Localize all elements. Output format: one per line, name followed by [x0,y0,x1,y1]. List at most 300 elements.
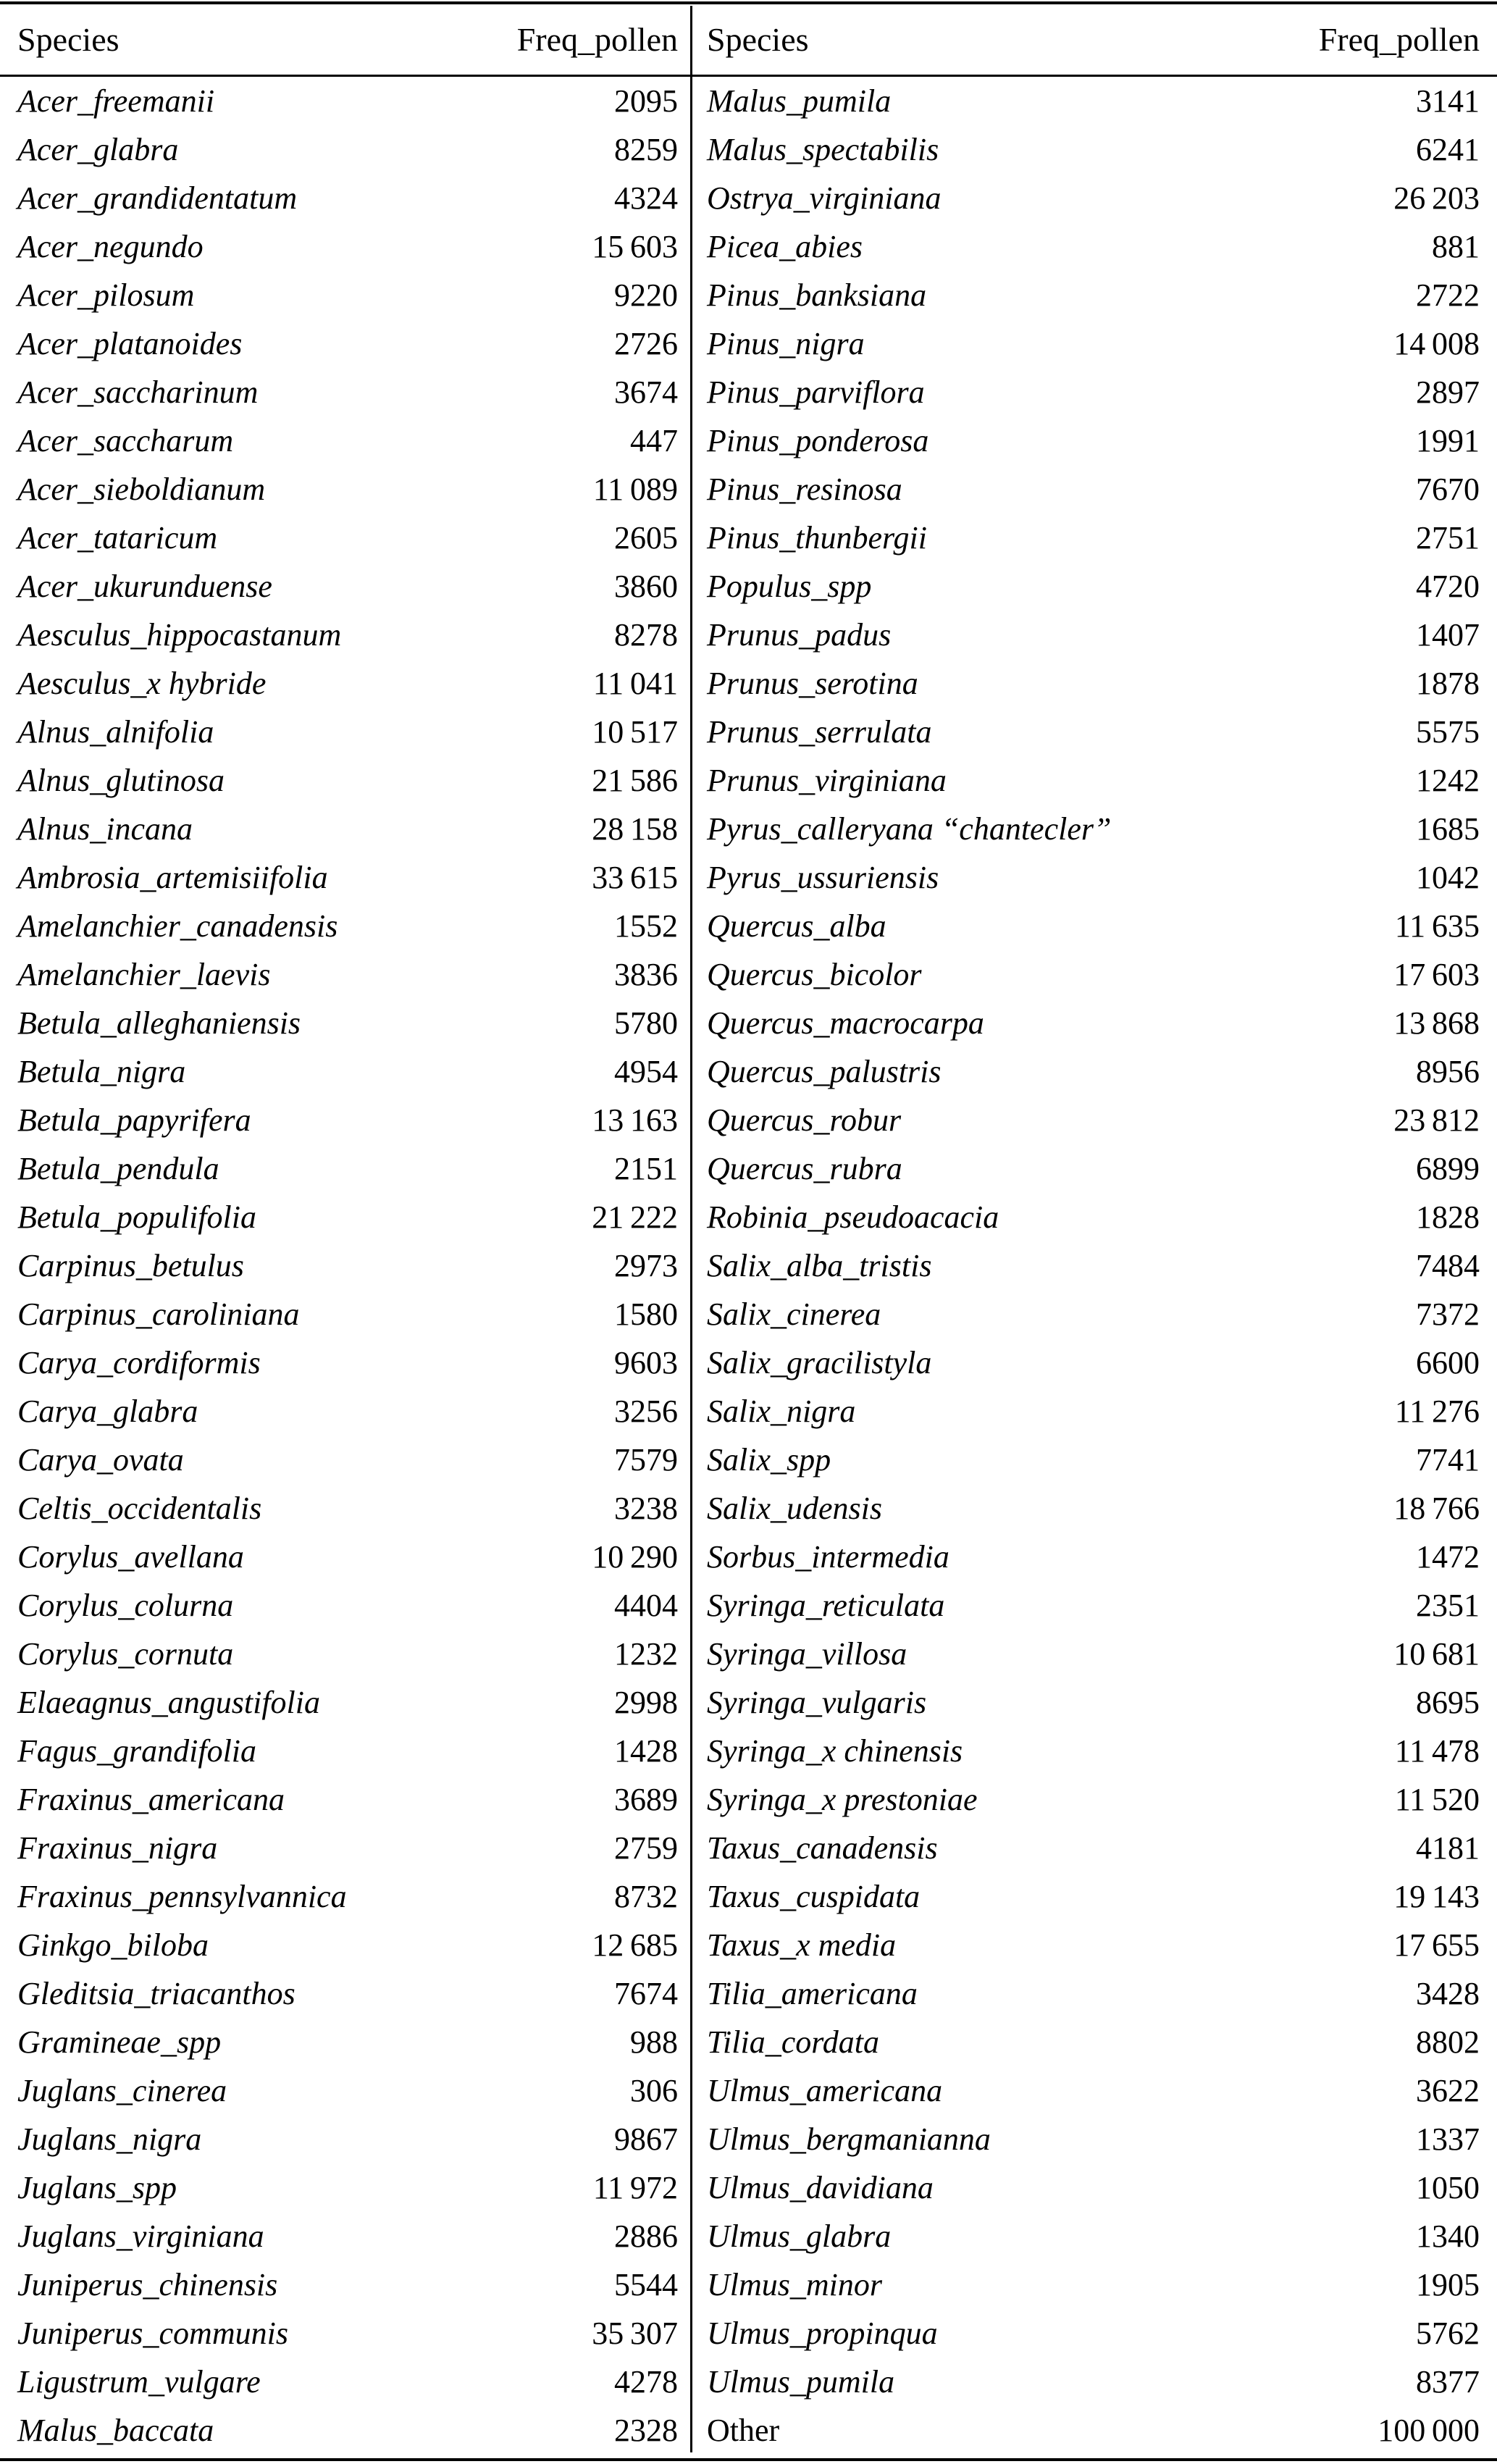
table-row [707,222,1480,271]
species-name-cell: Ulmus_propinqua [707,2316,938,2351]
freq-value-cell: 33 615 [592,860,678,895]
table-row [707,514,1480,562]
species-name-cell: Acer_negundo [17,229,204,264]
freq-value-cell: 11 972 [592,2170,678,2205]
freq-value-cell: 2722 [1416,277,1480,313]
table-header-left [0,4,692,75]
table-row [17,1193,678,1241]
species-name-cell: Acer_freemanii [17,83,215,119]
species-name-cell: Ulmus_bergmanianna [707,2121,991,2157]
freq-value-cell: 6600 [1416,1345,1480,1380]
table-row [17,514,678,562]
table-row [707,950,1480,999]
freq-value-cell: 2351 [1416,1588,1480,1623]
table-row [17,2163,678,2212]
table-bottom-rule [0,2458,1497,2461]
species-name-cell: Quercus_bicolor [707,957,922,992]
table-row [17,2358,678,2406]
freq-value-cell: 1905 [1416,2267,1480,2302]
species-name-cell: Pyrus_calleryana “chantecler” [707,811,1112,847]
table-row [707,1581,1480,1630]
species-name-cell: Pinus_thunbergii [707,520,927,556]
table-row [17,2406,678,2455]
table-row [707,368,1480,416]
freq-value-cell: 4720 [1416,569,1480,604]
species-name-cell: Quercus_rubra [707,1151,902,1186]
table-row [707,2406,1480,2455]
table-row [17,174,678,222]
freq-value-cell: 5780 [614,1005,678,1041]
table-row [17,1290,678,1338]
species-name-cell: Betula_alleghaniensis [17,1005,301,1041]
column-header-species-left: Species [17,21,119,58]
table-row [707,1193,1480,1241]
species-name-cell: Ambrosia_artemisiifolia [17,860,328,895]
freq-value-cell: 2095 [614,83,678,119]
table-row [17,1144,678,1193]
freq-value-cell: 988 [630,2024,678,2060]
freq-value-cell: 9603 [614,1345,678,1380]
species-name-cell: Salix_gracilistyla [707,1345,932,1380]
table-row [17,1436,678,1484]
species-name-cell: Ulmus_glabra [707,2218,892,2254]
freq-value-cell: 21 222 [592,1199,678,1235]
table-row [17,1775,678,1824]
table-row [17,2066,678,2115]
freq-value-cell: 881 [1432,229,1480,264]
species-name-cell: Corylus_colurna [17,1588,234,1623]
table-row [17,1678,678,1727]
freq-value-cell: 3141 [1416,83,1480,119]
species-name-cell: Betula_populifolia [17,1199,256,1235]
freq-value-cell: 3674 [614,374,678,410]
table-row [707,1969,1480,2018]
freq-value-cell: 1552 [614,908,678,944]
species-name-cell: Juniperus_chinensis [17,2267,278,2302]
freq-value-cell: 5544 [614,2267,678,2302]
species-name-cell: Gleditsia_triacanthos [17,1976,295,2011]
table-row [17,319,678,368]
species-name-cell: Alnus_alnifolia [17,714,214,750]
species-name-cell: Other [707,2413,780,2448]
species-name-cell: Pinus_resinosa [707,472,902,507]
freq-value-cell: 4404 [614,1588,678,1623]
table-row [707,1484,1480,1533]
freq-value-cell: 306 [630,2073,678,2108]
table-row [17,1727,678,1775]
table-row [707,902,1480,950]
species-name-cell: Acer_tataricum [17,520,218,556]
freq-value-cell: 6899 [1416,1151,1480,1186]
freq-value-cell: 4181 [1416,1830,1480,1866]
species-name-cell: Pinus_parviflora [707,374,925,410]
freq-value-cell: 17 655 [1393,1927,1480,1963]
species-name-cell: Acer_platanoides [17,326,243,361]
species-name-cell: Ginkgo_biloba [17,1927,209,1963]
freq-value-cell: 5762 [1416,2316,1480,2351]
freq-value-cell: 12 685 [592,1927,678,1963]
species-name-cell: Juglans_nigra [17,2121,202,2157]
species-name-cell: Alnus_glutinosa [17,763,225,798]
species-name-cell: Syringa_reticulata [707,1588,945,1623]
table-row [17,1824,678,1872]
table-row [17,368,678,416]
freq-value-cell: 10 681 [1393,1636,1480,1672]
species-name-cell: Quercus_macrocarpa [707,1005,984,1041]
table-row [17,77,678,125]
table-row [707,659,1480,708]
species-name-cell: Amelanchier_laevis [17,957,271,992]
freq-value-cell: 3689 [614,1782,678,1817]
table-row [17,125,678,174]
species-name-cell: Taxus_cuspidata [707,1879,921,1914]
species-name-cell: Syringa_x chinensis [707,1733,963,1769]
species-name-cell: Celtis_occidentalis [17,1491,262,1526]
freq-value-cell: 11 635 [1394,908,1480,944]
species-name-cell: Acer_saccharum [17,423,234,458]
species-name-cell: Fagus_grandifolia [17,1733,257,1769]
freq-value-cell: 8278 [614,617,678,653]
freq-value-cell: 1042 [1416,860,1480,895]
species-name-cell: Acer_ukurunduense [17,569,272,604]
freq-value-cell: 3428 [1416,1976,1480,2011]
species-name-cell: Ligustrum_vulgare [17,2364,261,2400]
species-name-cell: Salix_udensis [707,1491,882,1526]
freq-value-cell: 10 290 [592,1539,678,1575]
table-row [707,999,1480,1047]
table-row [17,999,678,1047]
species-name-cell: Acer_grandidentatum [17,180,298,216]
table-row [707,1047,1480,1096]
freq-value-cell: 11 276 [1394,1394,1480,1429]
species-name-cell: Aesculus_x hybride [17,666,267,701]
freq-value-cell: 2726 [614,326,678,361]
table-row [707,416,1480,465]
species-name-cell: Carya_glabra [17,1394,198,1429]
species-name-cell: Ulmus_pumila [707,2364,895,2400]
freq-value-cell: 13 868 [1393,1005,1480,1041]
table-row [707,465,1480,514]
species-list-left [0,77,692,2455]
table-row [17,416,678,465]
freq-value-cell: 1242 [1416,763,1480,798]
table-row [17,708,678,756]
species-name-cell: Carpinus_caroliniana [17,1296,300,1332]
species-name-cell: Aesculus_hippocastanum [17,617,342,653]
freq-value-cell: 4278 [614,2364,678,2400]
freq-value-cell: 11 041 [592,666,678,701]
species-name-cell: Carya_cordiformis [17,1345,261,1380]
table-row [17,562,678,611]
table-row [17,950,678,999]
table-row [707,271,1480,319]
freq-value-cell: 1685 [1416,811,1480,847]
freq-value-cell: 8259 [614,132,678,167]
table-row [17,2309,678,2358]
freq-value-cell: 18 766 [1393,1491,1480,1526]
table-row [707,1144,1480,1193]
freq-value-cell: 11 520 [1394,1782,1480,1817]
table-row [707,2309,1480,2358]
table-row [707,1241,1480,1290]
freq-value-cell: 28 158 [592,811,678,847]
column-header-species-right: Species [707,21,809,58]
species-name-cell: Ulmus_davidiana [707,2170,934,2205]
freq-value-cell: 3256 [614,1394,678,1429]
table-row [707,611,1480,659]
species-name-cell: Tilia_americana [707,1976,918,2011]
species-name-cell: Gramineae_spp [17,2024,222,2060]
freq-value-cell: 9867 [614,2121,678,2157]
freq-value-cell: 3860 [614,569,678,604]
species-name-cell: Ostrya_virginiana [707,180,942,216]
species-name-cell: Juglans_virginiana [17,2218,264,2254]
freq-value-cell: 5575 [1416,714,1480,750]
species-name-cell: Malus_spectabilis [707,132,939,167]
freq-value-cell: 2605 [614,520,678,556]
species-name-cell: Fraxinus_pennsylvannica [17,1879,347,1914]
freq-value-cell: 1472 [1416,1539,1480,1575]
freq-value-cell: 1407 [1416,617,1480,653]
table-row [707,174,1480,222]
freq-value-cell: 6241 [1416,132,1480,167]
freq-value-cell: 14 008 [1393,326,1480,361]
species-name-cell: Malus_baccata [17,2413,214,2448]
species-name-cell: Syringa_villosa [707,1636,907,1672]
species-name-cell: Robinia_pseudoacacia [707,1199,999,1235]
freq-value-cell: 4324 [614,180,678,216]
table-row [707,125,1480,174]
freq-value-cell: 7372 [1416,1296,1480,1332]
table-row [707,1533,1480,1581]
table-row [17,1872,678,1921]
freq-value-cell: 7674 [614,1976,678,2011]
table-row [707,1872,1480,1921]
freq-value-cell: 2897 [1416,374,1480,410]
species-name-cell: Amelanchier_canadensis [17,908,338,944]
table-row [707,1290,1480,1338]
freq-value-cell: 2751 [1416,520,1480,556]
table-row [707,1338,1480,1387]
freq-value-cell: 1828 [1416,1199,1480,1235]
table-row [707,1727,1480,1775]
freq-value-cell: 26 203 [1393,180,1480,216]
freq-value-cell: 11 478 [1394,1733,1480,1769]
table-row [707,2260,1480,2309]
freq-value-cell: 19 143 [1393,1879,1480,1914]
table-row [707,1678,1480,1727]
table-row [17,1533,678,1581]
species-name-cell: Juniperus_communis [17,2316,288,2351]
species-name-cell: Prunus_serotina [707,666,918,701]
freq-value-cell: 7670 [1416,472,1480,507]
freq-value-cell: 8956 [1416,1054,1480,1089]
freq-value-cell: 1991 [1416,423,1480,458]
freq-value-cell: 1050 [1416,2170,1480,2205]
freq-value-cell: 2328 [614,2413,678,2448]
table-row [17,222,678,271]
species-name-cell: Pinus_ponderosa [707,423,929,458]
species-name-cell: Juglans_spp [17,2170,177,2205]
table-row [707,708,1480,756]
freq-value-cell: 7579 [614,1442,678,1478]
table-row [17,902,678,950]
table-row [17,2115,678,2163]
freq-value-cell: 23 812 [1393,1102,1480,1138]
table-row [707,853,1480,902]
table-header-row [0,4,1497,75]
freq-value-cell: 8377 [1416,2364,1480,2400]
table-row [707,2212,1480,2260]
species-name-cell: Quercus_palustris [707,1054,942,1089]
table-row [17,1096,678,1144]
species-name-cell: Populus_spp [707,569,872,604]
table-row [707,1630,1480,1678]
table-row [707,77,1480,125]
species-name-cell: Acer_pilosum [17,277,195,313]
table-row [17,805,678,853]
species-name-cell: Carya_ovata [17,1442,184,1478]
species-name-cell: Carpinus_betulus [17,1248,244,1283]
freq-value-cell: 7484 [1416,1248,1480,1283]
table-row [17,271,678,319]
freq-value-cell: 11 089 [592,472,678,507]
table-header-right [692,4,1497,75]
freq-value-cell: 3836 [614,957,678,992]
table-row [17,1581,678,1630]
species-name-cell: Salix_alba_tristis [707,1248,932,1283]
species-name-cell: Pinus_nigra [707,326,865,361]
freq-value-cell: 8695 [1416,1685,1480,1720]
freq-value-cell: 2759 [614,1830,678,1866]
freq-value-cell: 15 603 [592,229,678,264]
freq-value-cell: 7741 [1416,1442,1480,1478]
species-name-cell: Ulmus_americana [707,2073,943,2108]
species-name-cell: Ulmus_minor [707,2267,883,2302]
table-row [707,2066,1480,2115]
table-row [17,1338,678,1387]
table-row [17,1387,678,1436]
freq-value-cell: 13 163 [592,1102,678,1138]
freq-value-cell: 3238 [614,1491,678,1526]
table-row [17,2212,678,2260]
species-name-cell: Malus_pumila [707,83,892,119]
species-name-cell: Salix_spp [707,1442,831,1478]
species-list-right [692,77,1497,2455]
species-name-cell: Prunus_serrulata [707,714,932,750]
table-row [17,1241,678,1290]
table-row [17,1630,678,1678]
species-name-cell: Syringa_x prestoniae [707,1782,978,1817]
species-name-cell: Acer_sieboldianum [17,472,266,507]
freq-value-cell: 1878 [1416,666,1480,701]
table-row [707,1824,1480,1872]
table-row [17,2260,678,2309]
freq-value-cell: 35 307 [592,2316,678,2351]
table-row [707,805,1480,853]
species-name-cell: Prunus_virginiana [707,763,947,798]
table-row [707,1921,1480,1969]
table-row [17,2018,678,2066]
table-row [17,465,678,514]
column-header-freq-left: Freq_pollen [516,21,678,58]
freq-value-cell: 447 [630,423,678,458]
table-row [707,319,1480,368]
species-name-cell: Taxus_canadensis [707,1830,938,1866]
species-name-cell: Pyrus_ussuriensis [707,860,939,895]
table-body [0,77,1497,2455]
freq-value-cell: 10 517 [592,714,678,750]
freq-value-cell: 1340 [1416,2218,1480,2254]
table-row [17,1969,678,2018]
freq-value-cell: 3622 [1416,2073,1480,2108]
species-name-cell: Alnus_incana [17,811,193,847]
freq-value-cell: 2998 [614,1685,678,1720]
species-name-cell: Corylus_avellana [17,1539,244,1575]
column-header-freq-right: Freq_pollen [1318,21,1480,58]
freq-value-cell: 21 586 [592,763,678,798]
freq-value-cell: 17 603 [1393,957,1480,992]
freq-value-cell: 8732 [614,1879,678,1914]
species-name-cell: Corylus_cornuta [17,1636,234,1672]
table-row [17,611,678,659]
table-row [17,659,678,708]
freq-value-cell: 4954 [614,1054,678,1089]
freq-value-cell: 9220 [614,277,678,313]
species-name-cell: Betula_papyrifera [17,1102,251,1138]
freq-value-cell: 1337 [1416,2121,1480,2157]
species-name-cell: Acer_saccharinum [17,374,259,410]
species-name-cell: Fraxinus_americana [17,1782,285,1817]
species-name-cell: Syringa_vulgaris [707,1685,927,1720]
freq-value-cell: 2973 [614,1248,678,1283]
freq-value-cell: 2886 [614,2218,678,2254]
table-row [707,756,1480,805]
column-divider-rule [690,6,692,2452]
table-row [707,2115,1480,2163]
table-row [707,1387,1480,1436]
freq-value-cell: 2151 [614,1151,678,1186]
table-row [707,1775,1480,1824]
freq-value-cell: 100 000 [1378,2413,1480,2448]
species-name-cell: Prunus_padus [707,617,892,653]
species-name-cell: Taxus_x media [707,1927,897,1963]
species-name-cell: Quercus_robur [707,1102,902,1138]
species-name-cell: Betula_nigra [17,1054,186,1089]
table-row [17,1047,678,1096]
table-row [707,1436,1480,1484]
table-row [707,562,1480,611]
table-row [707,1096,1480,1144]
freq-value-cell: 1580 [614,1296,678,1332]
species-name-cell: Fraxinus_nigra [17,1830,218,1866]
species-name-cell: Juglans_cinerea [17,2073,227,2108]
species-name-cell: Tilia_cordata [707,2024,879,2060]
species-name-cell: Elaeagnus_angustifolia [17,1685,320,1720]
table-row [707,2163,1480,2212]
table-row [707,2358,1480,2406]
table-row [17,853,678,902]
species-name-cell: Salix_nigra [707,1394,856,1429]
table-row [17,1484,678,1533]
species-name-cell: Sorbus_intermedia [707,1539,949,1575]
table-row [17,1921,678,1969]
table-row [707,2018,1480,2066]
species-name-cell: Acer_glabra [17,132,179,167]
species-name-cell: Betula_pendula [17,1151,219,1186]
freq-value-cell: 8802 [1416,2024,1480,2060]
freq-value-cell: 1232 [614,1636,678,1672]
